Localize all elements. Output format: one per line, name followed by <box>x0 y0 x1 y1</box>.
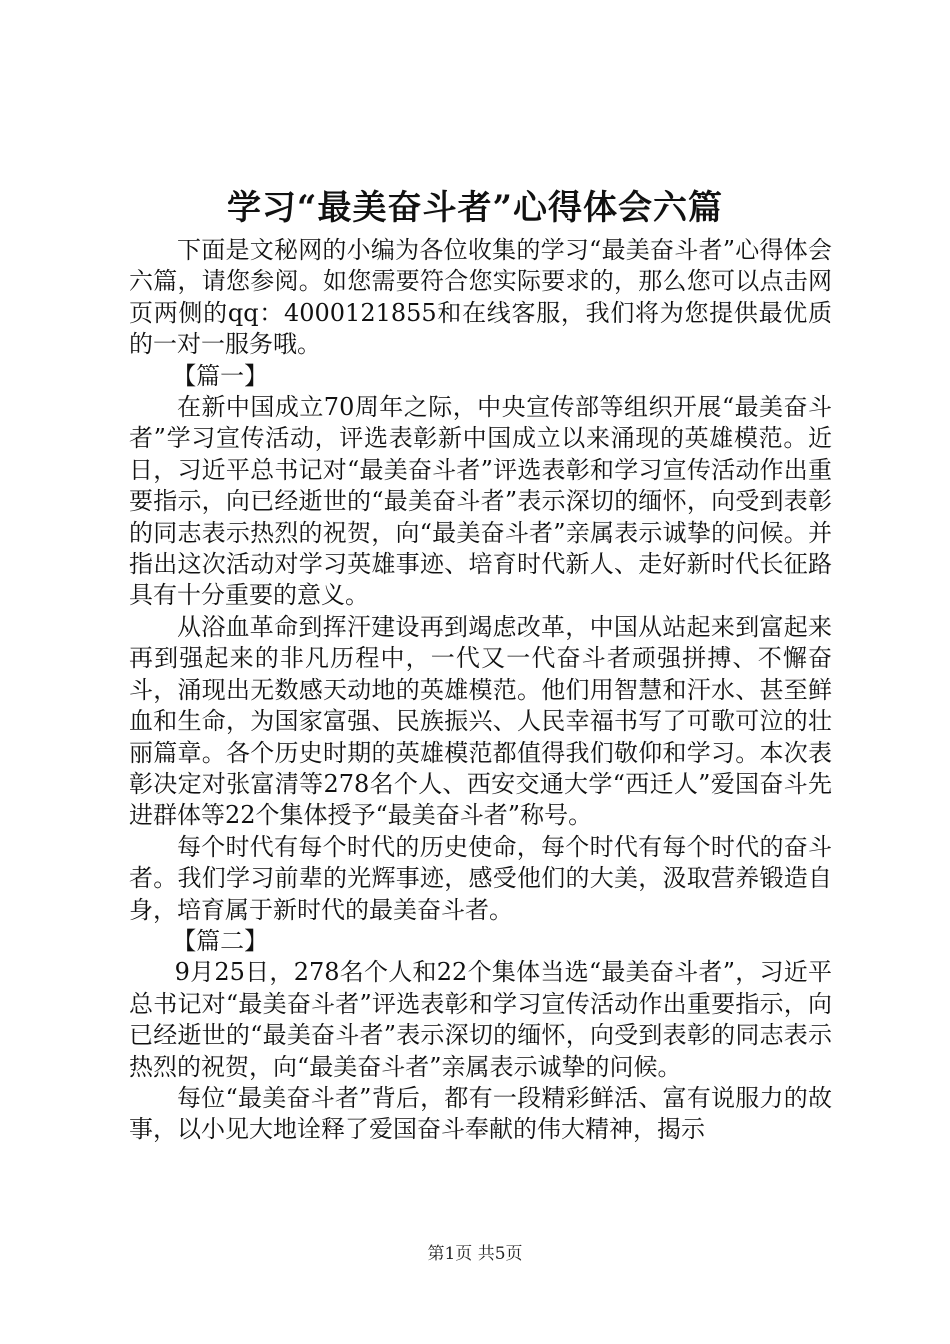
document-title: 学习“最美奋斗者”心得体会六篇 <box>226 188 724 228</box>
document-body <box>129 235 832 1146</box>
page-footer: 第1页 共5页 <box>427 1244 523 1264</box>
body-paragraph: 每位“最美奋斗者”背后，都有一段精彩鲜活、富有说服力的故事，以小见大地诠释了爱国奋斗奉献的伟大精神，揭示 <box>129 1083 832 1144</box>
body-paragraph: 9月25日，278名个人和22个集体当选“最美奋斗者”，习近平总书记对“最美奋斗者”评选表彰和学习宣传活动作出重要指示，向已经逝世的“最美奋斗者”表示深切的缅怀，向受到表彰的同志表示热烈的祝贺，向“最美奋斗者”亲属表示诚挚的问候。 <box>129 958 832 1081</box>
intro-paragraph: 下面是文秘网的小编为各位收集的学习“最美奋斗者”心得体会六篇，请您参阅。如您需要符合您实际要求的，那么您可以点击网页两侧的qq：4000121855和在线客服，我们将为您提供最优质的一对一服务哦。 <box>129 236 832 359</box>
body-paragraph: 在新中国成立70周年之际，中央宣传部等组织开展“最美奋斗者”学习宣传活动，评选表彰新中国成立以来涌现的英雄模范。近日，习近平总书记对“最美奋斗者”评选表彰和学习宣传活动作出重要指示，向已经逝世的“最美奋斗者”表示深切的缅怀，向受到表彰的同志表示热烈的祝贺，向“最美奋斗者”亲属表示诚挚的问候。并指出这次活动对学习英雄事迹、培育时代新人、走好新时代长征路具有十分重要的意义。 <box>129 393 832 610</box>
body-paragraph: 从浴血革命到挥汗建设再到竭虑改革，中国从站起来到富起来再到强起来的非凡历程中，一代又一代奋斗者顽强拼搏、不懈奋斗，涌现出无数感天动地的英雄模范。他们用智慧和汗水、甚至鲜血和生命，为国家富强、民族振兴、人民幸福书写了可歌可泣的壮丽篇章。各个历史时期的英雄模范都值得我们敬仰和学习。本次表彰决定对张富清等278名个人、西安交通大学“西迁人”爱国奋斗先进群体等22个集体授予“最美奋斗者”称号。 <box>129 612 832 830</box>
section-heading-1: 【篇一】 <box>172 361 269 390</box>
section-heading-2: 【篇二】 <box>172 926 269 955</box>
body-paragraph: 每个时代有每个时代的历史使命，每个时代有每个时代的奋斗者。我们学习前辈的光辉事迹，感受他们的大美，汲取营养锻造自身，培育属于新时代的最美奋斗者。 <box>129 832 832 924</box>
